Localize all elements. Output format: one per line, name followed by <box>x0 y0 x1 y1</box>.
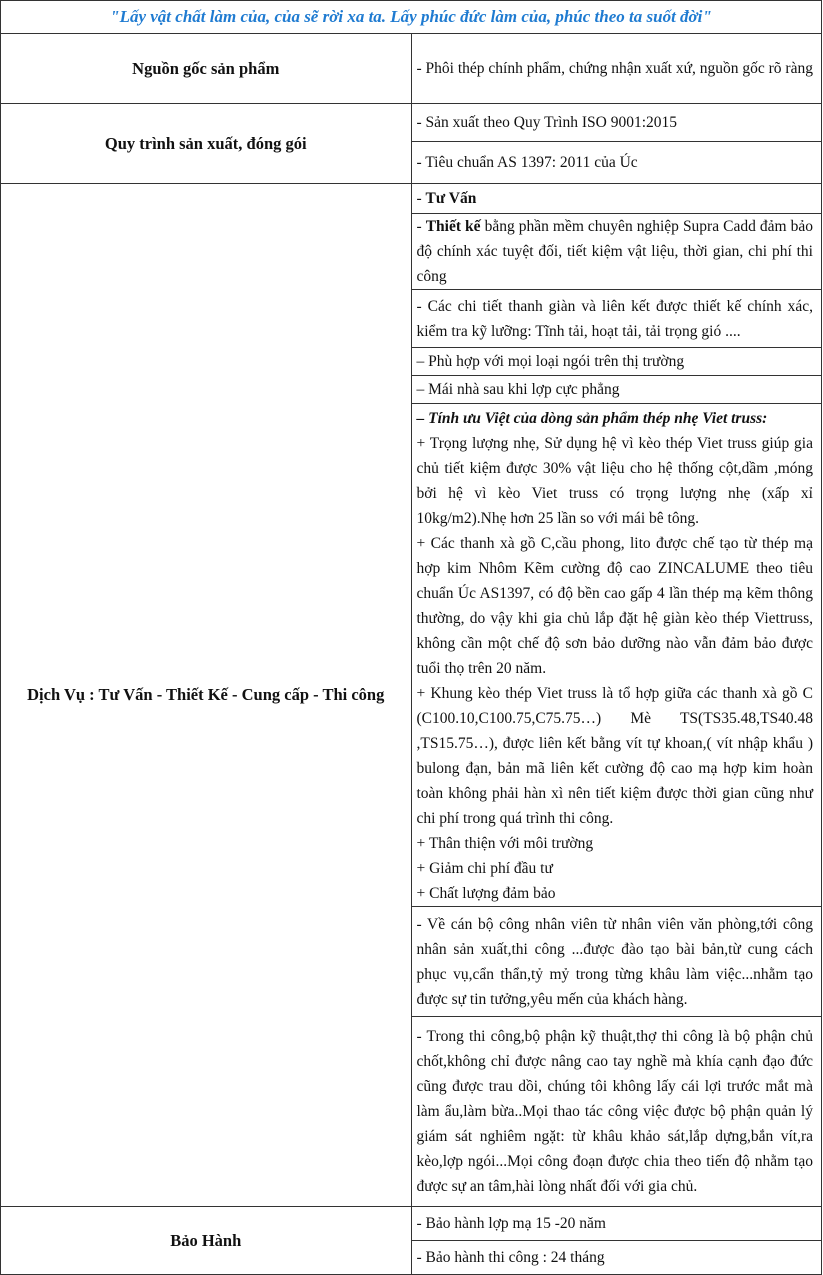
process-iso: - Sản xuất theo Quy Trình ISO 9001:2015 <box>411 104 822 142</box>
service-construction: - Trong thi công,bộ phận kỹ thuật,thợ thi công là bộ phận chủ chốt,không chỉ được nâng cao tay nghề mà khía cạnh đạo đức cũng được trau dồi, chúng tôi không lấy cái lợi trước mắt mà làm ẩu,làm bừa..Mọi thao tác công việc được bộ phận quản lý giám sát nghiêm ngặt: từ khâu khảo sát,lắp dựng,bắn vít,ra kèo,lợp ngói...Mọi công đoạn được chia theo tiến độ nhằm tạo được sự an tâm,hài lòng nhất đối với gia chủ. <box>411 1017 822 1207</box>
header-quote: "Lấy vật chất làm của, của sẽ rời xa ta. Lấy phúc đức làm của, phúc theo ta suốt đời" <box>1 1 822 34</box>
warranty-label: Bảo Hành <box>1 1207 412 1275</box>
consult-bold: Tư Vấn <box>425 190 477 207</box>
service-fit: – Phù hợp với mọi loại ngói trên thị trường <box>411 348 822 376</box>
service-details: - Các chi tiết thanh giàn và liên kết được thiết kế chính xác, kiểm tra kỹ lưỡng: Tĩnh tải, hoạt tải, tải trọng gió .... <box>411 290 822 348</box>
service-flat: – Mái nhà sau khi lợp cực phẳng <box>411 376 822 404</box>
design-bold: Thiết kế <box>425 218 481 235</box>
origin-text: - Phôi thép chính phẩm, chứng nhận xuất xứ, nguồn gốc rõ ràng <box>411 34 822 104</box>
design-prefix: - <box>416 218 426 235</box>
service-advantages <box>411 404 822 907</box>
warranty-roof: - Bảo hành lợp mạ 15 -20 năm <box>411 1207 822 1241</box>
consult-prefix: - <box>416 190 426 207</box>
advantage-quality: + Chất lượng đảm bảo <box>416 885 556 902</box>
advantage-weight: + Trọng lượng nhẹ, Sử dụng hệ vì kèo thép Viet truss giúp gia chủ tiết kiệm được 30% vật liệu cho hệ thống cột,dầm ,móng bởi hệ vì kèo Viet truss có trọng lượng nhẹ (xấp xỉ 10kg/m2).Nhẹ hơn 25 lần so với mái bê tông. <box>416 435 813 527</box>
process-label: Quy trình sản xuất, đóng gói <box>1 104 412 184</box>
design-rest: bằng phần mềm chuyên nghiệp Supra Cadd đảm bảo độ chính xác tuyệt đối, tiết kiệm vật liệu, thời gian, chi phí thi công <box>416 218 813 285</box>
service-design <box>411 214 822 290</box>
service-label: Dịch Vụ : Tư Vấn - Thiết Kế - Cung cấp - Thi công <box>1 184 412 1207</box>
service-staff: - Về cán bộ công nhân viên từ nhân viên văn phòng,tới công nhân sản xuất,thi công ...được đào tạo bài bản,từ cung cách phục vụ,cẩn thẩn,tỷ mỷ trong từng khâu làm việc...nhằm tạo được sự tin tưởng,yêu mến của khách hàng. <box>411 907 822 1017</box>
advantages-title: – Tính ưu Việt của dòng sản phẩm thép nhẹ Viet truss: <box>416 410 768 427</box>
warranty-construction: - Bảo hành thi công : 24 tháng <box>411 1241 822 1275</box>
advantage-eco: + Thân thiện với môi trường <box>416 835 594 852</box>
advantage-frame: + Khung kèo thép Viet truss là tổ hợp giữa các thanh xà gồ C (C100.10,C100.75,C75.75…) Mè TS(TS35.48,TS40.48 ,TS15.75…), được liên kết bằng vít tự khoan,( vít nhập khẩu ) bulong đạn, bản mã liên kết cường độ cao mạ hợp kim hoàn toàn không phải hàn xì nên tiết kiệm được thời gian cũng như chi phí trong quá trình thi công. <box>416 685 813 827</box>
advantage-zincalume: + Các thanh xà gồ C,cầu phong, lito được chế tạo từ thép mạ hợp kim Nhôm Kẽm cường độ cao ZINCALUME theo tiêu chuẩn Úc AS1397, có độ bền cao gấp 4 lần thép mạ kẽm thông thường, do vậy khi gia chủ lắp đặt hệ giàn kèo thép Viettruss, không cần một chế độ sơn bảo dưỡng nào vẫn đảm bảo được tuổi thọ trên 20 năm. <box>416 535 813 677</box>
process-standard: - Tiêu chuẩn AS 1397: 2011 của Úc <box>411 142 822 184</box>
origin-label: Nguồn gốc sản phẩm <box>1 34 412 104</box>
advantage-cost: + Giảm chi phí đầu tư <box>416 860 553 877</box>
service-consult <box>411 184 822 214</box>
